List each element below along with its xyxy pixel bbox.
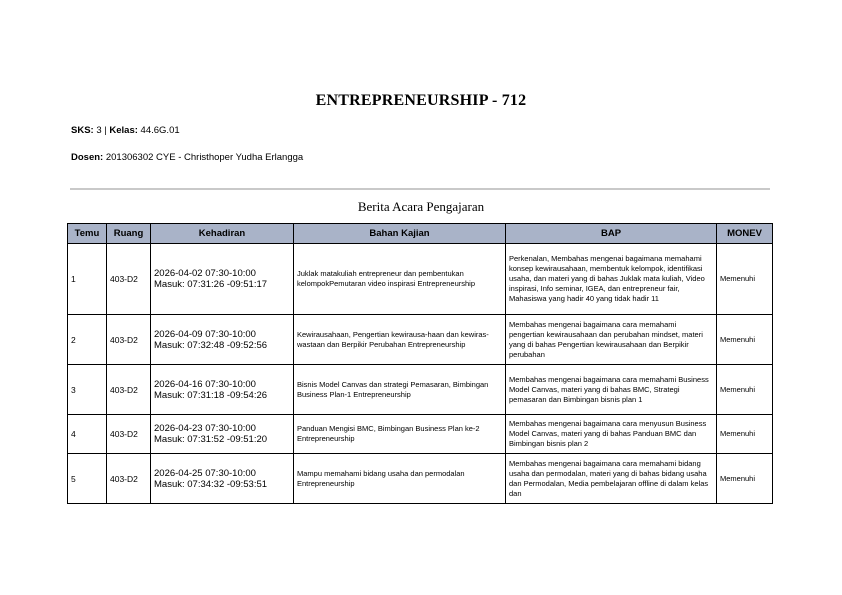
- cell-monev: Memenuhi: [717, 244, 773, 315]
- kehadiran-jadwal: 2026-04-23 07:30-10:00: [154, 423, 256, 434]
- cell-monev: Memenuhi: [717, 415, 773, 454]
- kehadiran-masuk: Masuk: 07:31:52 -09:51:20: [154, 434, 268, 445]
- sks-value: 3: [96, 125, 102, 136]
- table-row: [68, 365, 773, 415]
- cell-ruang: 403-D2: [107, 365, 151, 415]
- bap-table: [67, 223, 773, 504]
- sks-kelas-line: [71, 125, 180, 136]
- cell-kehadiran: [151, 244, 294, 315]
- cell-kehadiran: [151, 454, 294, 504]
- kelas-value: 44.6G.01: [140, 125, 180, 136]
- sks-label: SKS:: [71, 125, 94, 136]
- cell-temu: 4: [68, 415, 107, 454]
- kelas-separator: |: [104, 125, 107, 136]
- kehadiran-masuk: Masuk: 07:34:32 -09:53:51: [154, 478, 268, 490]
- cell-temu: 3: [68, 365, 107, 415]
- cell-kehadiran: [151, 365, 294, 415]
- cell-bap: Membahas mengenai bagaimana cara memahami bidang usaha dan permodalan, materi yang di bahas bidang usaha dan Permodalan, Media pembelajaran offline di dalam kelas dan: [506, 454, 717, 504]
- cell-bahan-kajian: Kewirausahaan, Pengertian kewirausa-haan dan kewiras-wastaan dan Berpikir Perubahan Entrepreneurship: [294, 315, 506, 365]
- table-row: [68, 315, 773, 365]
- cell-kehadiran: [151, 315, 294, 365]
- dosen-value: 201306302 CYE - Christhoper Yudha Erlangga: [105, 152, 304, 163]
- header-bahan-kajian: Bahan Kajian: [294, 224, 506, 244]
- dosen-label: Dosen:: [71, 152, 104, 163]
- kehadiran-masuk: Masuk: 07:31:18 -09:54:26: [154, 389, 268, 401]
- cell-bap: Membahas mengenai bagaimana cara memahami pengertian kewirausahaan dan perubahan mindset, materi yang di bahas Pengertian kewirausahaan dan Berpikir perubahan: [506, 315, 717, 365]
- cell-bahan-kajian: Juklak matakuliah entrepreneur dan pembentukan kelompokPemutaran video inspirasi Entrepreneurship: [294, 244, 506, 315]
- document-title: ENTREPRENEURSHIP - 712: [315, 92, 527, 109]
- section-title: Berita Acara Pengajaran: [357, 199, 485, 214]
- cell-kehadiran: [151, 415, 294, 454]
- cell-monev: Memenuhi: [717, 454, 773, 504]
- kelas-label: Kelas:: [109, 125, 138, 136]
- cell-bap: Membahas mengenai bagaimana cara menyusun Business Model Canvas, materi yang di bahas Panduan BMC dan Bimbingan bisnis plan 2: [506, 415, 717, 454]
- table-row: [68, 244, 773, 315]
- cell-bahan-kajian: Panduan Mengisi BMC, Bimbingan Business Plan ke-2 Entrepreneurship: [294, 415, 506, 454]
- kehadiran-jadwal: 2026-04-09 07:30-10:00: [154, 328, 256, 340]
- cell-ruang: 403-D2: [107, 315, 151, 365]
- dosen-line: [71, 152, 303, 163]
- kehadiran-jadwal: 2026-04-16 07:30-10:00: [154, 378, 256, 390]
- cell-monev: Memenuhi: [717, 315, 773, 365]
- header-monev: MONEV: [717, 224, 773, 244]
- cell-ruang: 403-D2: [107, 244, 151, 315]
- cell-temu: 1: [68, 244, 107, 315]
- cell-bahan-kajian: Bisnis Model Canvas dan strategi Pemasaran, Bimbingan Business Plan-1 Entrepreneurship: [294, 365, 506, 415]
- cell-ruang: 403-D2: [107, 454, 151, 504]
- section-divider: [70, 188, 770, 190]
- kehadiran-jadwal: 2026-04-02 07:30-10:00: [154, 268, 256, 279]
- table-row: [68, 415, 773, 454]
- kehadiran-masuk: Masuk: 07:32:48 -09:52:56: [154, 339, 268, 351]
- cell-ruang: 403-D2: [107, 415, 151, 454]
- table-header-row: [68, 224, 773, 244]
- cell-monev: Memenuhi: [717, 365, 773, 415]
- header-temu: Temu: [68, 224, 107, 244]
- kehadiran-jadwal: 2026-04-25 07:30-10:00: [154, 467, 256, 479]
- kehadiran-masuk: Masuk: 07:31:26 -09:51:17: [154, 279, 268, 290]
- header-ruang: Ruang: [107, 224, 151, 244]
- cell-temu: 5: [68, 454, 107, 504]
- header-kehadiran: Kehadiran: [151, 224, 294, 244]
- cell-bap: Membahas mengenai bagaimana cara memahami Business Model Canvas, materi yang di bahas BMC, Strategi pemasaran dan Bimbingan bisnis plan 1: [506, 365, 717, 415]
- cell-bahan-kajian: Mampu memahami bidang usaha dan permodalan Entrepreneurship: [294, 454, 506, 504]
- cell-bap: Perkenalan, Membahas mengenai bagaimana memahami konsep kewirausahaan, membentuk kelompok, identifikasi usaha, dan materi yang di bahas Juklak mata kuliah, Video inspirasi, Info seminar, IGEA, dan entrepreneur fair, Mahasiswa yang hadir 40 yang tidak hadir 11: [506, 244, 717, 315]
- header-bap: BAP: [506, 224, 717, 244]
- table-row: [68, 454, 773, 504]
- cell-temu: 2: [68, 315, 107, 365]
